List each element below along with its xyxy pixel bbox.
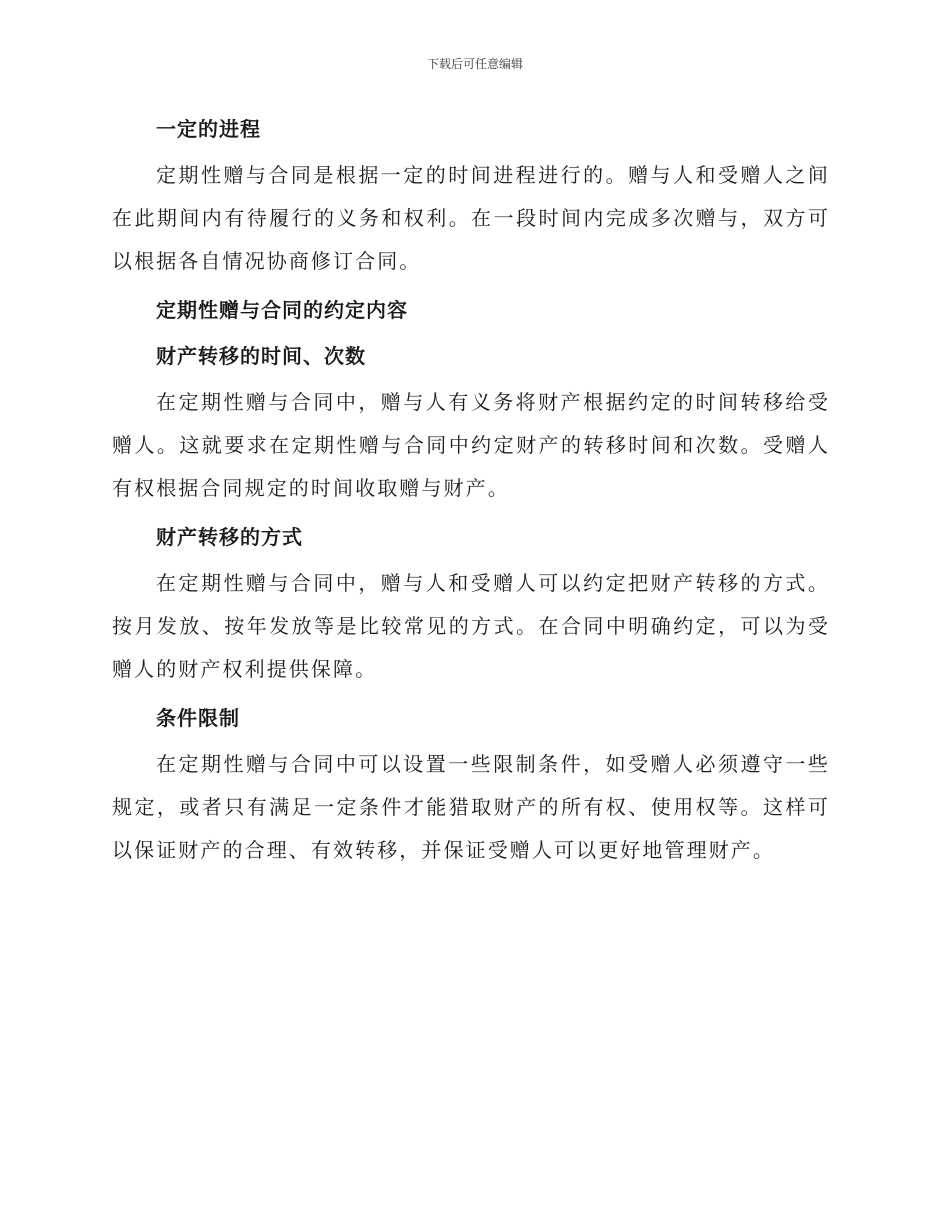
- section-heading: 一定的进程: [156, 117, 261, 141]
- section-heading: 定期性赠与合同的约定内容: [156, 298, 408, 322]
- paragraph: 定期性赠与合同是根据一定的时间进程进行的。赠与人和受赠人之间在此期间内有待履行的义务和权利。在一段时间内完成多次赠与，双方可以根据各自情况协商修订合同。: [112, 163, 830, 273]
- section-heading: 财产转移的方式: [156, 525, 303, 549]
- header-note: 下载后可任意编辑: [426, 57, 523, 71]
- paragraph: 在定期性赠与合同中可以设置一些限制条件，如受赠人必须遵守一些规定，或者只有满足一定条件才能猎取财产的所有权、使用权等。这样可以保证财产的合理、有效转移，并保证受赠人可以更好地管理财产。: [112, 752, 830, 862]
- paragraph: 在定期性赠与合同中，赠与人有义务将财产根据约定的时间转移给受赠人。这就要求在定期性赠与合同中约定财产的转移时间和次数。受赠人有权根据合同规定的时间收取赠与财产。: [112, 390, 830, 500]
- section-heading: 财产转移的时间、次数: [156, 344, 366, 368]
- paragraph: 在定期性赠与合同中，赠与人和受赠人可以约定把财产转移的方式。按月发放、按年发放等是比较常见的方式。在合同中明确约定，可以为受赠人的财产权利提供保障。: [112, 571, 830, 681]
- document-body: [112, 106, 830, 878]
- section-heading: 条件限制: [156, 706, 240, 730]
